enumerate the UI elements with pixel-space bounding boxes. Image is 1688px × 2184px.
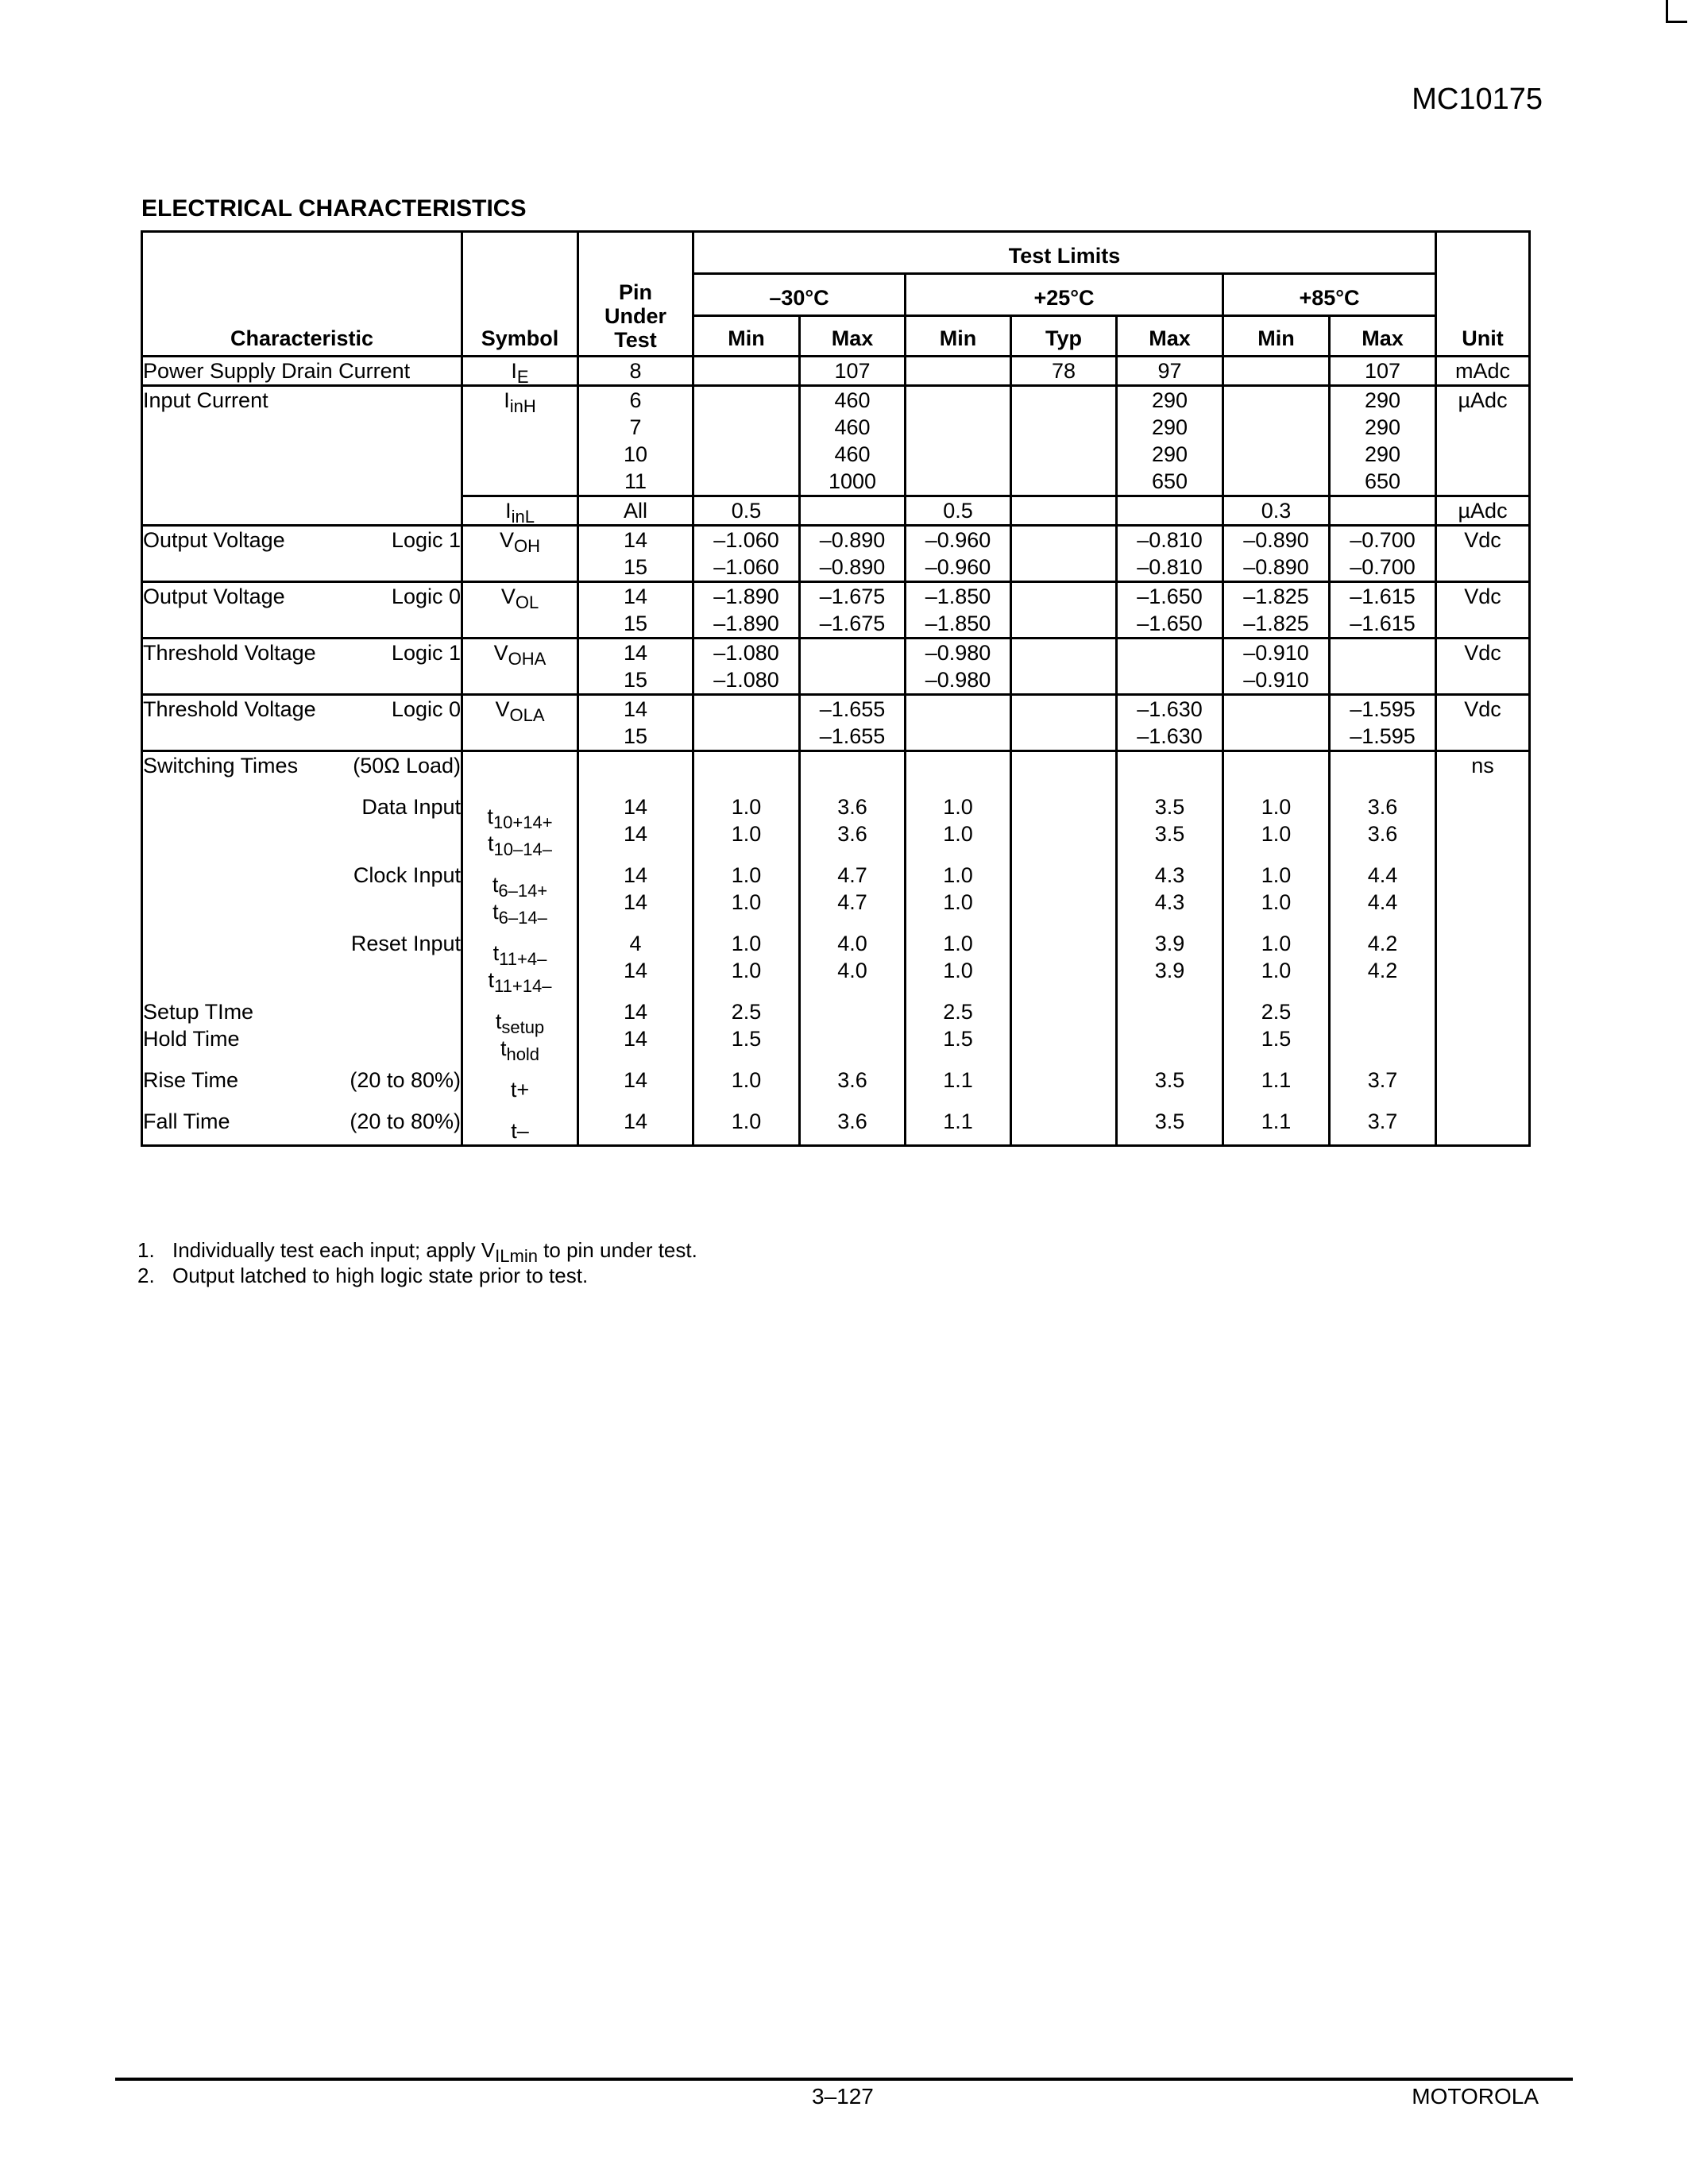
pin-cell: 14 15	[578, 582, 693, 639]
value-cell: –1.615 –1.615	[1330, 582, 1436, 639]
header-typ: Typ	[1011, 316, 1117, 357]
pin-cell: 6 7 10 11	[578, 386, 693, 496]
value-cell: 97	[1117, 357, 1223, 386]
value-cell: –1.630 –1.630	[1117, 695, 1223, 751]
header-temp-85: +85°C	[1223, 274, 1436, 316]
header-temp-minus30: –30°C	[693, 274, 906, 316]
value-cell	[1117, 639, 1223, 695]
value-cell	[906, 357, 1011, 386]
value-cell	[1011, 496, 1117, 526]
value-cell: 0.5	[693, 496, 800, 526]
brand-name: MOTOROLA	[1412, 2084, 1539, 2109]
value-cell: 290 290 290 650	[1330, 386, 1436, 496]
characteristic-cell: Output Voltage Logic 1	[142, 526, 462, 582]
symbol-cell: $I_{inH}$	[462, 386, 578, 496]
value-cell: 1.0 1.0 1.0 1.0 1.0 1.0 2.5 1.5 1.0 1.0	[693, 751, 800, 1146]
footnote-1: 1. Individually test each input; apply $V_{ILmin}$ to pin under test.	[137, 1238, 697, 1266]
value-cell: 460 460 460 1000	[800, 386, 906, 496]
characteristic-cell: Switching Times (50Ω Load) Data Input Clock Input Reset Input Setup TIme Hold Time Rise Time (20 to 80%) Fall Time (20 to 80%)	[142, 751, 462, 1146]
section-title: ELECTRICAL CHARACTERISTICS	[141, 195, 527, 222]
value-cell: –0.910 –0.910	[1223, 639, 1330, 695]
value-cell	[1011, 639, 1117, 695]
value-cell: –1.850 –1.850	[906, 582, 1011, 639]
value-cell: –0.810 –0.810	[1117, 526, 1223, 582]
symbol-cell: $V_{OL}$	[462, 582, 578, 639]
pin-cell: All	[578, 496, 693, 526]
unit-cell: Vdc	[1436, 639, 1530, 695]
value-cell: 78	[1011, 357, 1117, 386]
characteristic-cell: Threshold Voltage Logic 0	[142, 695, 462, 751]
value-cell	[1223, 357, 1330, 386]
value-cell: –0.980 –0.980	[906, 639, 1011, 695]
symbol-cell: $t_{10+14+}$ $t_{10-14-}$ $t_{6-14+}$ $t_{6-14-}$ $t_{11+4-}$ $t_{11+14-}$ $t_{setup}$ $t_{hold}$ t+ t–	[462, 751, 578, 1146]
unit-cell: µAdc	[1436, 386, 1530, 496]
header-characteristic: Characteristic	[142, 232, 462, 357]
value-cell	[1330, 639, 1436, 695]
pin-cell: 14 14 14 14 4 14 14 14 14 14	[578, 751, 693, 1146]
table-row-switching-times	[142, 751, 1530, 1146]
value-cell: 3.5 3.5 4.3 4.3 3.9 3.9 3.5 3.5	[1117, 751, 1223, 1146]
symbol-cell: $I_E$	[462, 357, 578, 386]
header-unit: Unit	[1436, 232, 1530, 357]
header-max: Max	[800, 316, 906, 357]
value-cell: –1.655 –1.655	[800, 695, 906, 751]
header-min: Min	[906, 316, 1011, 357]
value-cell	[800, 639, 906, 695]
value-cell: 3.6 3.6 4.7 4.7 4.0 4.0 3.6 3.6	[800, 751, 906, 1146]
table-row-voh	[142, 526, 1530, 582]
header-min: Min	[1223, 316, 1330, 357]
value-cell: 107	[800, 357, 906, 386]
value-cell: –1.595 –1.595	[1330, 695, 1436, 751]
value-cell: –0.890 –0.890	[1223, 526, 1330, 582]
value-cell: 290 290 290 650	[1117, 386, 1223, 496]
value-cell: –0.890 –0.890	[800, 526, 906, 582]
value-cell: 3.6 3.6 4.4 4.4 4.2 4.2 3.7 3.7	[1330, 751, 1436, 1146]
value-cell: 0.5	[906, 496, 1011, 526]
value-cell: –1.060 –1.060	[693, 526, 800, 582]
value-cell	[1011, 751, 1117, 1146]
characteristic-cell: Power Supply Drain Current	[142, 357, 462, 386]
footnote-2: 2. Output latched to high logic state prior to test.	[137, 1264, 589, 1287]
table-row-vola	[142, 695, 1530, 751]
table-row-iinh	[142, 386, 1530, 496]
part-number: MC10175	[1412, 83, 1543, 116]
page-number: 3–127	[812, 2084, 874, 2109]
table-row-vol	[142, 582, 1530, 639]
value-cell	[693, 695, 800, 751]
table-row-ie	[142, 357, 1530, 386]
value-cell	[906, 695, 1011, 751]
electrical-characteristics-table	[141, 230, 1531, 1147]
value-cell: 107	[1330, 357, 1436, 386]
value-cell	[693, 386, 800, 496]
footer-rule	[115, 2078, 1573, 2081]
header-pin-under-test: Pin Under Test	[578, 232, 693, 357]
value-cell	[1117, 496, 1223, 526]
value-cell: 0.3	[1223, 496, 1330, 526]
table-row-voha	[142, 639, 1530, 695]
pin-cell: 14 15	[578, 695, 693, 751]
characteristic-cell: Output Voltage Logic 0	[142, 582, 462, 639]
header-temp-25: +25°C	[906, 274, 1223, 316]
value-cell	[1223, 386, 1330, 496]
value-cell	[1223, 695, 1330, 751]
unit-cell: mAdc	[1436, 357, 1530, 386]
value-cell: –1.650 –1.650	[1117, 582, 1223, 639]
value-cell: –1.080 –1.080	[693, 639, 800, 695]
header-max: Max	[1117, 316, 1223, 357]
characteristic-cell: Input Current	[142, 386, 462, 526]
header-test-limits: Test Limits	[693, 232, 1436, 274]
pin-cell: 8	[578, 357, 693, 386]
symbol-cell: $I_{inL}$	[462, 496, 578, 526]
value-cell	[906, 386, 1011, 496]
value-cell	[1011, 526, 1117, 582]
symbol-cell: $V_{OH}$	[462, 526, 578, 582]
value-cell	[1011, 582, 1117, 639]
unit-cell: Vdc	[1436, 582, 1530, 639]
value-cell: –0.700 –0.700	[1330, 526, 1436, 582]
footnotes	[137, 1237, 697, 1288]
unit-cell: µAdc	[1436, 496, 1530, 526]
crop-corner-mark	[1666, 0, 1687, 23]
unit-cell: Vdc	[1436, 526, 1530, 582]
value-cell	[693, 357, 800, 386]
value-cell: –1.825 –1.825	[1223, 582, 1330, 639]
characteristic-cell: Threshold Voltage Logic 1	[142, 639, 462, 695]
value-cell	[800, 496, 906, 526]
value-cell	[1330, 496, 1436, 526]
value-cell	[1011, 695, 1117, 751]
unit-cell: ns	[1436, 751, 1530, 1146]
value-cell	[1011, 386, 1117, 496]
unit-cell: Vdc	[1436, 695, 1530, 751]
value-cell: 1.0 1.0 1.0 1.0 1.0 1.0 2.5 1.5 1.1 1.1	[906, 751, 1011, 1146]
pin-cell: 14 15	[578, 526, 693, 582]
value-cell: –1.675 –1.675	[800, 582, 906, 639]
header-min: Min	[693, 316, 800, 357]
value-cell: 1.0 1.0 1.0 1.0 1.0 1.0 2.5 1.5 1.1 1.1	[1223, 751, 1330, 1146]
value-cell: –0.960 –0.960	[906, 526, 1011, 582]
value-cell: –1.890 –1.890	[693, 582, 800, 639]
symbol-cell: $V_{OLA}$	[462, 695, 578, 751]
header-max: Max	[1330, 316, 1436, 357]
header-symbol: Symbol	[462, 232, 578, 357]
symbol-cell: $V_{OHA}$	[462, 639, 578, 695]
pin-cell: 14 15	[578, 639, 693, 695]
